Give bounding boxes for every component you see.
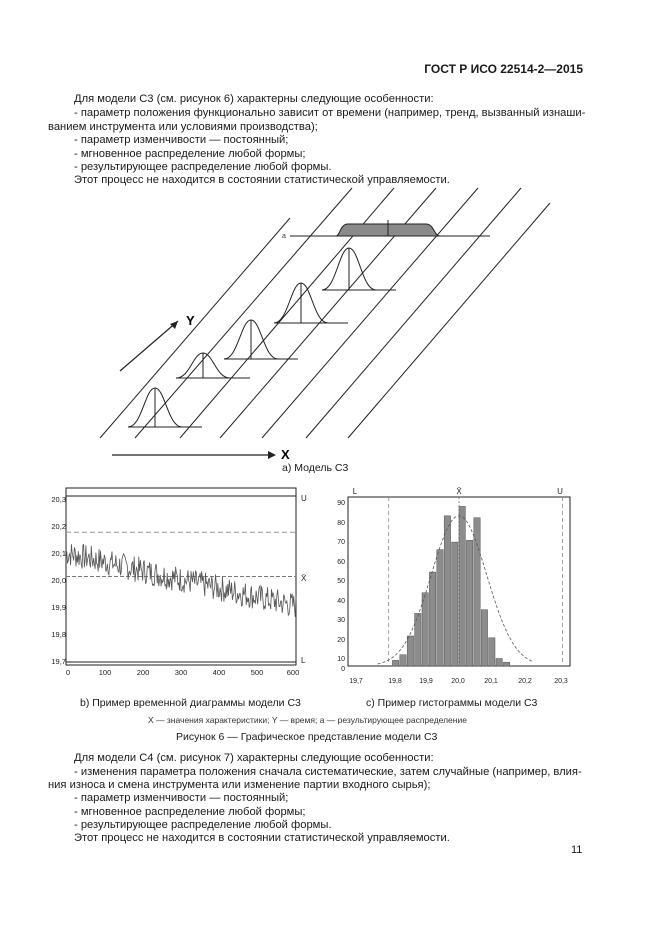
y-axis-arrow xyxy=(120,321,178,371)
c4-conclusion: Этот процесс не находится в состоянии статистической управляемости. xyxy=(74,832,450,844)
hist-ytick-40: 40 xyxy=(337,598,345,605)
c3-conclusion: Этот процесс не находится в состоянии статистической управляемости. xyxy=(74,174,450,186)
histogram-bar xyxy=(503,662,509,666)
histogram-bar xyxy=(496,659,502,667)
time-chart xyxy=(51,488,320,688)
xtick-0: 0 xyxy=(65,668,71,677)
label-mean-x: X̄ xyxy=(301,574,307,583)
c3-line-1: - параметр положения функционально зависит от времени (например, тренд, вызванный изнаши- xyxy=(74,107,586,119)
ytick-20-0: 20,0 xyxy=(51,576,66,585)
histogram-bar xyxy=(489,638,495,666)
figure-title: Рисунок 6 — Графическое представление модели С3 xyxy=(176,731,438,743)
ytick-19-9: 19,9 xyxy=(51,603,66,612)
histogram-bar xyxy=(415,613,421,666)
histogram-bar xyxy=(437,550,443,666)
xtick-500: 500 xyxy=(250,668,264,677)
histogram-bar xyxy=(392,660,398,666)
diag-line-2 xyxy=(135,188,352,438)
c3-line-4: - мгновенное распределение любой формы; xyxy=(74,148,306,160)
c4-line-4: - мгновенное распределение любой формы; xyxy=(74,806,306,818)
hist-ytick-20: 20 xyxy=(337,637,345,644)
diag-line-1 xyxy=(100,218,290,438)
xtick-400: 400 xyxy=(212,668,226,677)
ytick-20-3: 20,3 xyxy=(51,495,66,504)
page-number: 11 xyxy=(571,844,583,856)
histogram-chart xyxy=(325,483,585,693)
hist-ytick-10: 10 xyxy=(337,656,345,663)
histogram-bar xyxy=(466,540,472,666)
hist-xtick-20-3: 20,3 xyxy=(554,678,568,685)
ytick-20-1: 20,1 xyxy=(51,549,66,558)
hist-ytick-0: 0 xyxy=(341,666,345,673)
time-chart-caption: b) Пример временной диаграммы модели С3 xyxy=(80,697,301,709)
hist-ytick-60: 60 xyxy=(337,559,345,566)
hist-xtick-20-2: 20,2 xyxy=(518,678,532,685)
histogram-bar xyxy=(400,655,406,666)
c4-line-3: - параметр изменчивости — постоянный; xyxy=(74,792,289,804)
c3-line-3: - параметр изменчивости — постоянный; xyxy=(74,134,289,146)
x-axis-label: X xyxy=(281,447,290,462)
ytick-19-7: 19,7 xyxy=(51,657,66,666)
histogram-bar xyxy=(452,542,458,666)
c3-line-5: - результирующее распределение любой формы. xyxy=(74,161,332,173)
model-c3-diagram xyxy=(90,188,560,463)
hist-xtick-19-9: 19,9 xyxy=(419,678,433,685)
figure-legend: X — значения характеристики; Y — время; a — результирующее распределение xyxy=(148,715,467,725)
histogram-bar xyxy=(422,593,428,666)
c4-intro: Для модели С4 (см. рисунок 7) характерны следующие особенности: xyxy=(74,752,434,764)
histogram-bar xyxy=(407,636,413,666)
y-axis-label: Y xyxy=(186,313,195,328)
hist-xtick-20-1: 20,1 xyxy=(484,678,498,685)
histogram-caption: c) Пример гистограммы модели С3 xyxy=(366,697,538,709)
histogram-bar xyxy=(459,506,465,666)
diag-line-7 xyxy=(348,203,550,438)
label-upper-u: U xyxy=(301,494,307,503)
c4-line-2: ния износа и смена инструмента или изменение партии входного сырья); xyxy=(48,779,431,791)
hist-xtick-19-7: 19,7 xyxy=(349,678,363,685)
histogram-bar xyxy=(429,572,435,666)
c4-line-1: - изменения параметра положения сначала систематические, затем случайные (например, влия- xyxy=(74,766,582,778)
c3-intro: Для модели С3 (см. рисунок 6) характерны следующие особенности: xyxy=(74,93,434,105)
hist-xtick-20-0: 20,0 xyxy=(451,678,465,685)
hist-label-u: U xyxy=(557,487,563,496)
hist-ytick-30: 30 xyxy=(337,617,345,624)
xtick-200: 200 xyxy=(136,668,150,677)
ytick-19-8: 19,8 xyxy=(51,630,66,639)
diagram-caption: а) Модель С3 xyxy=(282,462,349,474)
y-arrow-head xyxy=(170,321,178,329)
xtick-300: 300 xyxy=(174,668,188,677)
c3-line-2: ванием инструмента или условиями производства); xyxy=(48,121,318,133)
histogram-bar xyxy=(474,518,480,666)
hist-label-mean: X̄ xyxy=(456,487,462,496)
c4-line-5: - результирующее распределение любой формы. xyxy=(74,819,332,831)
ytick-20-2: 20,2 xyxy=(51,522,66,531)
hist-ytick-80: 80 xyxy=(337,520,345,527)
hist-ytick-70: 70 xyxy=(337,539,345,546)
hist-label-l: L xyxy=(352,487,358,496)
xtick-600: 600 xyxy=(286,668,300,677)
hist-xtick-19-8: 19,8 xyxy=(388,678,402,685)
histogram-bar xyxy=(444,516,450,666)
xtick-100: 100 xyxy=(98,668,112,677)
hist-ytick-50: 50 xyxy=(337,578,345,585)
label-a: a xyxy=(282,233,286,240)
hist-ytick-90: 90 xyxy=(337,500,345,507)
label-lower-l: L xyxy=(301,656,306,665)
x-arrow-head xyxy=(268,451,276,459)
document-header: ГОСТ Р ИСО 22514-2—2015 xyxy=(424,62,583,76)
histogram-bar xyxy=(481,610,487,666)
